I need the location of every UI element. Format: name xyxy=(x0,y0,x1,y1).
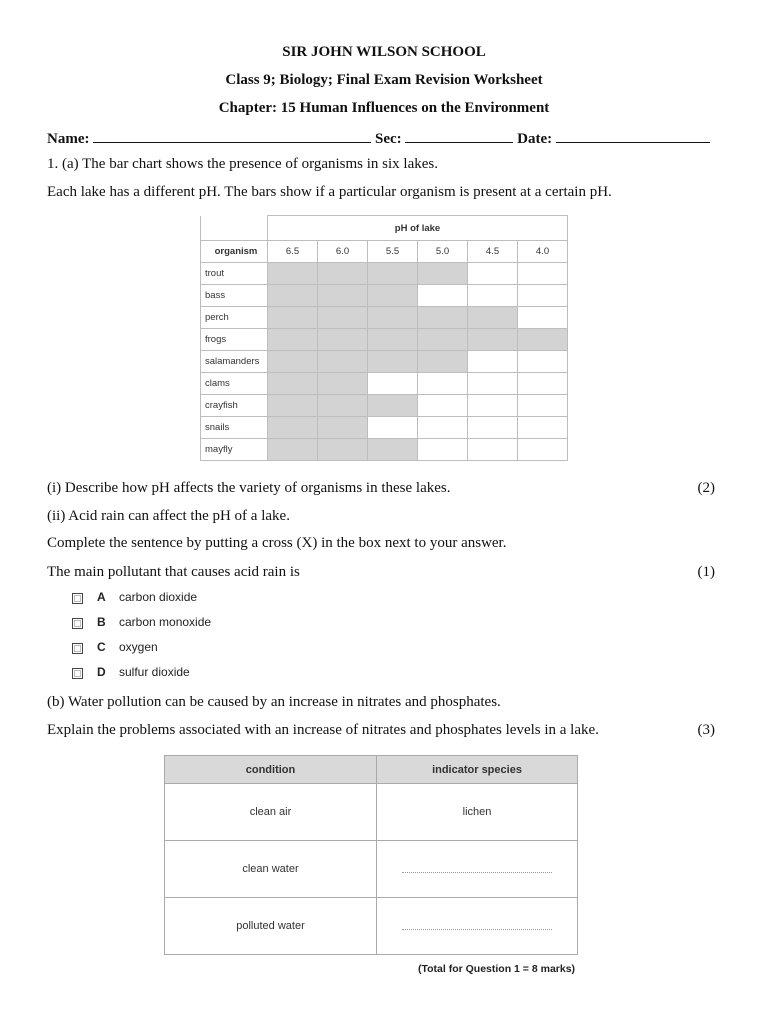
name-label: Name: xyxy=(47,131,90,147)
ph-column-header: 6.5 xyxy=(268,241,318,263)
ph-header-row xyxy=(201,241,568,263)
name-blank[interactable] xyxy=(93,129,371,143)
option-text: oxygen xyxy=(119,640,158,654)
presence-bar-cell xyxy=(318,373,368,395)
option-letter: D xyxy=(97,665,106,679)
absence-cell xyxy=(468,439,518,461)
absence-cell xyxy=(468,417,518,439)
absence-cell xyxy=(518,285,568,307)
organism-label: trout xyxy=(201,263,268,285)
presence-bar-cell xyxy=(368,263,418,285)
sec-blank[interactable] xyxy=(405,129,513,143)
q1a-line1: 1. (a) The bar chart shows the presence of organisms in six lakes. xyxy=(47,156,439,172)
organism-row xyxy=(201,417,568,439)
option-text: carbon dioxide xyxy=(119,590,198,604)
organism-row xyxy=(201,351,568,373)
organism-label: mayfly xyxy=(201,439,268,461)
checkbox-d[interactable] xyxy=(72,668,83,679)
q1b-line1: (b) Water pollution can be caused by an increase in nitrates and phosphates. xyxy=(47,694,501,710)
species-answer-cell[interactable] xyxy=(377,898,578,955)
checkbox-a[interactable] xyxy=(72,593,83,604)
table-row xyxy=(165,841,578,898)
presence-bar-cell xyxy=(318,307,368,329)
option-letter: C xyxy=(97,640,106,654)
presence-bar-cell xyxy=(268,329,318,351)
presence-bar-cell xyxy=(418,263,468,285)
presence-bar-cell xyxy=(418,329,468,351)
organism-row xyxy=(201,285,568,307)
ph-table-title: pH of lake xyxy=(268,216,568,241)
absence-cell xyxy=(418,395,468,417)
ph-column-header: 5.0 xyxy=(418,241,468,263)
date-blank[interactable] xyxy=(556,129,710,143)
q1a-ii-stem: The main pollutant that causes acid rain is xyxy=(47,564,300,580)
presence-bar-cell xyxy=(368,329,418,351)
presence-bar-cell xyxy=(468,307,518,329)
organism-row xyxy=(201,263,568,285)
indicator-species-table xyxy=(164,755,578,955)
q1a-line2: Each lake has a different pH. The bars show if a particular organism is present at a certain pH. xyxy=(47,184,612,200)
presence-bar-cell xyxy=(368,285,418,307)
presence-bar-cell xyxy=(518,329,568,351)
option-letter: A xyxy=(97,590,106,604)
organism-row xyxy=(201,373,568,395)
species-answer-cell[interactable] xyxy=(377,841,578,898)
ph-table-corner xyxy=(201,216,268,241)
option-letter: B xyxy=(97,615,106,629)
presence-bar-cell xyxy=(268,263,318,285)
absence-cell xyxy=(468,373,518,395)
condition-cell: clean air xyxy=(165,784,377,841)
sec-label: Sec: xyxy=(374,131,402,147)
class-title: Class 9; Biology; Final Exam Revision Worksheet xyxy=(225,72,543,88)
absence-cell xyxy=(468,395,518,417)
option-text: sulfur dioxide xyxy=(119,665,190,679)
presence-bar-cell xyxy=(318,439,368,461)
q1b-line2: Explain the problems associated with an increase of nitrates and phosphates levels in a lake. xyxy=(47,722,599,738)
option-text: carbon monoxide xyxy=(119,615,212,629)
student-info-line xyxy=(47,129,710,148)
condition-cell: clean water xyxy=(165,841,377,898)
species-cell: lichen xyxy=(377,784,578,841)
presence-bar-cell xyxy=(318,395,368,417)
absence-cell xyxy=(418,417,468,439)
organism-row xyxy=(201,329,568,351)
absence-cell xyxy=(468,351,518,373)
organism-label: bass xyxy=(201,285,268,307)
table-row xyxy=(165,784,578,841)
total-marks: (Total for Question 1 = 8 marks) xyxy=(418,963,576,975)
ph-column-header: 6.0 xyxy=(318,241,368,263)
q1a-ii-instruction: Complete the sentence by putting a cross (X) in the box next to your answer. xyxy=(47,535,507,551)
q1a-ii-text: (ii) Acid rain can affect the pH of a lake. xyxy=(47,508,290,524)
chapter-title: Chapter: 15 Human Influences on the Environment xyxy=(218,100,550,116)
organism-row xyxy=(201,439,568,461)
checkbox-c[interactable] xyxy=(72,643,83,654)
presence-bar-cell xyxy=(368,307,418,329)
organism-column-header: organism xyxy=(201,241,268,263)
school-name: SIR JOHN WILSON SCHOOL xyxy=(282,44,486,60)
organism-label: clams xyxy=(201,373,268,395)
presence-bar-cell xyxy=(418,307,468,329)
ph-column-header: 4.0 xyxy=(518,241,568,263)
organism-row xyxy=(201,395,568,417)
organism-label: frogs xyxy=(201,329,268,351)
ph-column-header: 4.5 xyxy=(468,241,518,263)
presence-bar-cell xyxy=(368,395,418,417)
presence-bar-cell xyxy=(268,285,318,307)
table-row xyxy=(165,898,578,955)
indicator-species-header: indicator species xyxy=(377,756,578,784)
presence-bar-cell xyxy=(468,329,518,351)
absence-cell xyxy=(418,373,468,395)
absence-cell xyxy=(518,417,568,439)
organism-row xyxy=(201,307,568,329)
presence-bar-cell xyxy=(318,417,368,439)
condition-header: condition xyxy=(165,756,377,784)
presence-bar-cell xyxy=(368,439,418,461)
q1a-i-marks: (2) xyxy=(697,480,715,496)
q1a-i-text: (i) Describe how pH affects the variety of organisms in these lakes. xyxy=(47,480,451,496)
presence-bar-cell xyxy=(268,307,318,329)
presence-bar-cell xyxy=(318,263,368,285)
absence-cell xyxy=(418,439,468,461)
absence-cell xyxy=(518,373,568,395)
organism-label: crayfish xyxy=(201,395,268,417)
answer-dotted-line[interactable] xyxy=(402,919,552,930)
absence-cell xyxy=(518,439,568,461)
presence-bar-cell xyxy=(268,439,318,461)
absence-cell xyxy=(468,263,518,285)
absence-cell xyxy=(468,285,518,307)
ph-table-body xyxy=(201,263,568,461)
absence-cell xyxy=(418,285,468,307)
presence-bar-cell xyxy=(268,417,318,439)
absence-cell xyxy=(518,351,568,373)
organism-label: salamanders xyxy=(201,351,268,373)
ph-column-header: 5.5 xyxy=(368,241,418,263)
absence-cell xyxy=(368,417,418,439)
organism-label: snails xyxy=(201,417,268,439)
presence-bar-cell xyxy=(268,373,318,395)
date-label: Date: xyxy=(517,131,553,147)
absence-cell xyxy=(368,373,418,395)
presence-bar-cell xyxy=(318,285,368,307)
presence-bar-cell xyxy=(268,395,318,417)
presence-bar-cell xyxy=(368,351,418,373)
answer-dotted-line[interactable] xyxy=(402,862,552,873)
q1b-marks: (3) xyxy=(697,722,715,738)
presence-bar-cell xyxy=(318,351,368,373)
presence-bar-cell xyxy=(418,351,468,373)
presence-bar-cell xyxy=(318,329,368,351)
organism-label: perch xyxy=(201,307,268,329)
checkbox-b[interactable] xyxy=(72,618,83,629)
ph-presence-table xyxy=(200,215,568,461)
absence-cell xyxy=(518,307,568,329)
q1a-ii-marks: (1) xyxy=(697,564,715,580)
absence-cell xyxy=(518,263,568,285)
condition-cell: polluted water xyxy=(165,898,377,955)
presence-bar-cell xyxy=(268,351,318,373)
absence-cell xyxy=(518,395,568,417)
